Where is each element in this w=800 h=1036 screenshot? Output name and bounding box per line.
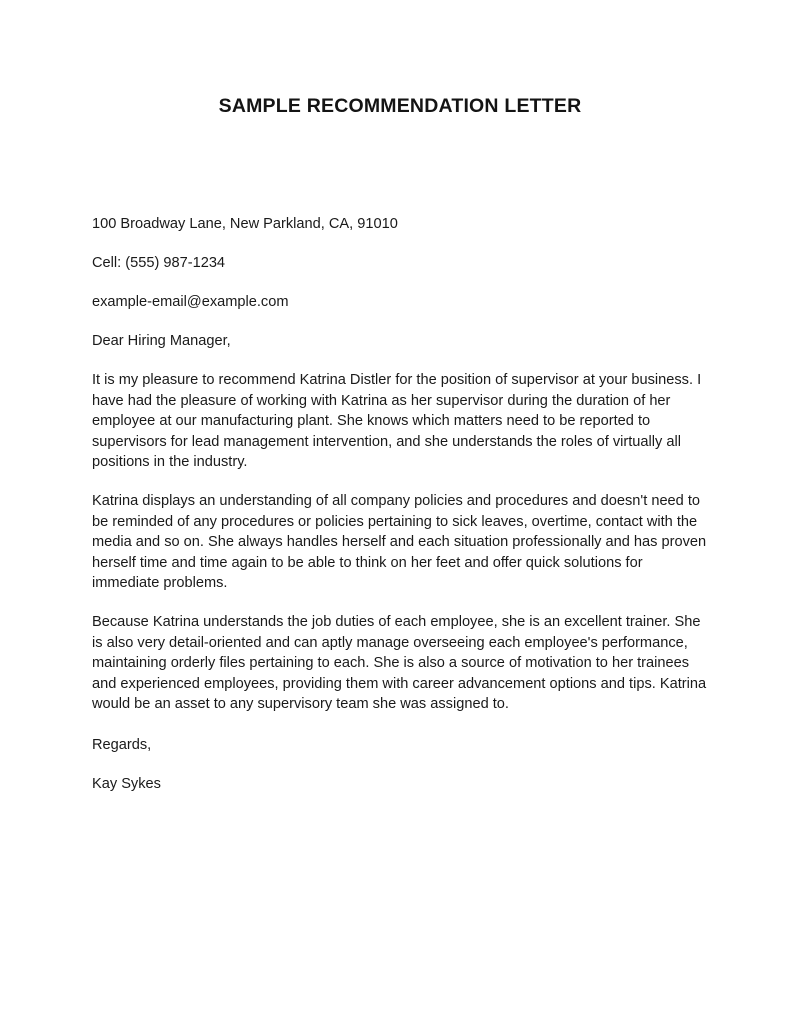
sender-email: example-email@example.com	[92, 294, 289, 310]
sender-address: 100 Broadway Lane, New Parkland, CA, 91010	[92, 216, 398, 232]
page-title: SAMPLE RECOMMENDATION LETTER	[218, 95, 582, 117]
closing-salutation: Regards,	[92, 737, 152, 753]
salutation: Dear Hiring Manager,	[92, 333, 231, 349]
body-paragraph-1: It is my pleasure to recommend Katrina Distler for the position of supervisor at your business. I have had the pleasure of working with Katrina as her supervisor during the duration of her employee at our manufacturing plant. She knows which matters need to be reported to supervisors for lead management intervention, and she understands the roles of virtually all positions in the industry.	[92, 372, 702, 470]
body-paragraph-2: Katrina displays an understanding of all company policies and procedures and doesn't need to be reminded of any procedures or policies pertaining to sick leaves, overtime, contact with the media and so on. She always handles herself and each situation professionally and has proven herself time and time again to be able to think on her feet and offer quick solutions for immediate problems.	[92, 493, 707, 591]
signature-name: Kay Sykes	[92, 776, 161, 792]
body-paragraph-3: Because Katrina understands the job duties of each employee, she is an excellent trainer. She is also very detail-oriented and can aptly manage overseeing each employee's performance, maintaining orderly files pertaining to each. She is also a source of motivation to her trainees and experienced employees, providing them with career advancement options and tips. Katrina would be an asset to any supervisory team she was assigned to.	[92, 614, 707, 712]
letter-body	[92, 214, 708, 795]
sender-phone: Cell: (555) 987-1234	[92, 255, 226, 271]
